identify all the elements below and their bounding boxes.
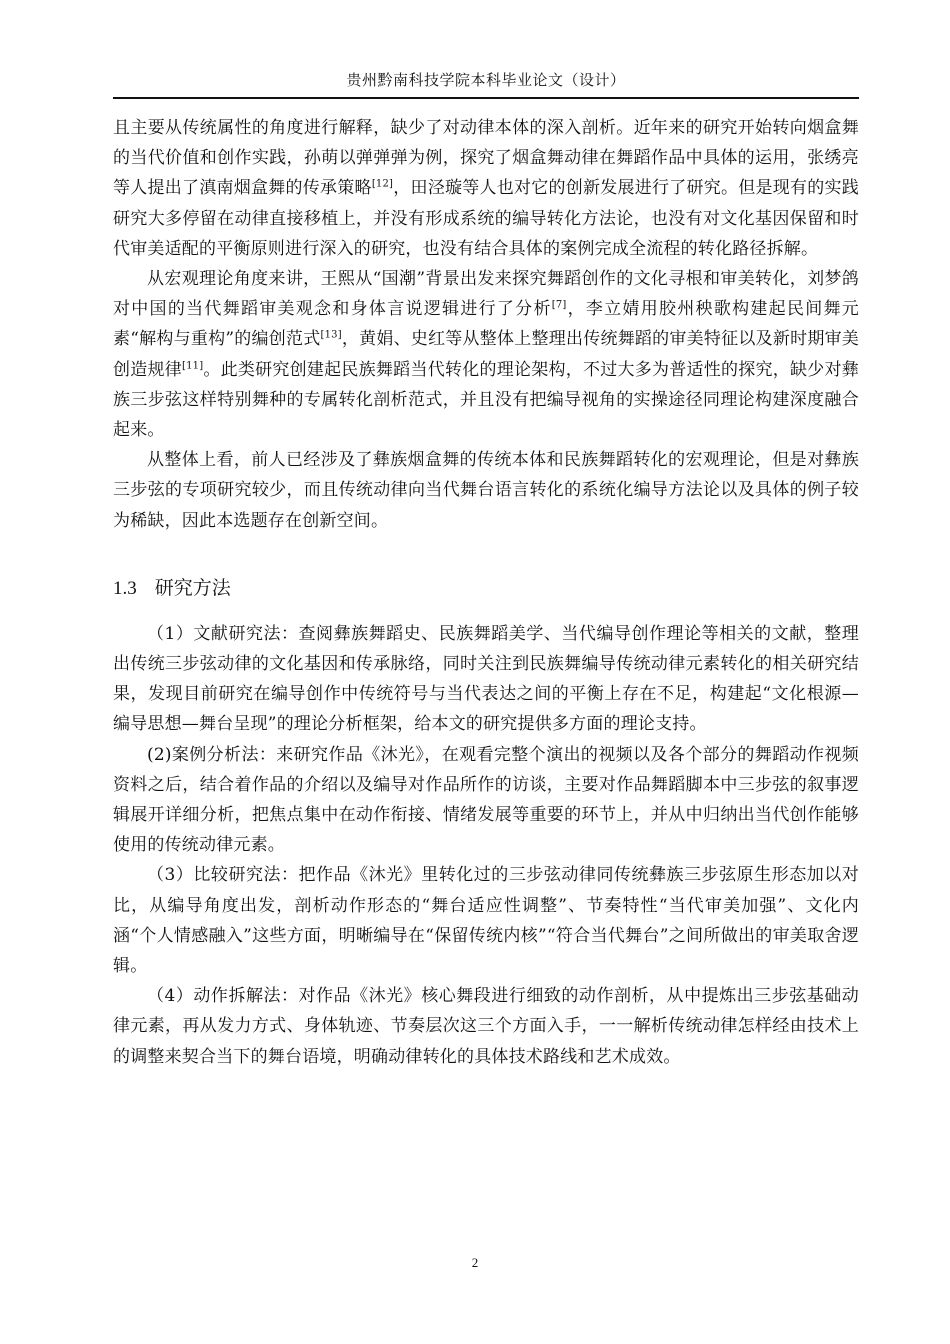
paragraph-2-text-a: 从宏观理论角度来讲，王熙从“国潮”背景出发来探究舞蹈创作的文化寻根和审美转化，刘梦鸽对中国的当代舞蹈审美观念和身体言说逻辑进行了分析 [113,269,859,320]
page-number: 2 [471,1255,479,1270]
section-title: 研究方法 [154,576,231,599]
method-case-analysis: (2)案例分析法：来研究作品《沐光》，在观看完整个演出的视频以及各个部分的舞蹈动作视频资料之后，结合着作品的介绍以及编导对作品所作的访谈，主要对作品舞蹈脚本中三步弦的叙事逻辑展开详细分析，把焦点集中在动作衔接、情绪发展等重要的环节上，并从中归纳出当代创作能够使用的传统动律元素。 [113,744,859,856]
citation-11: [11] [182,359,204,371]
section-heading [113,574,859,603]
paragraph-3: 从整体上看，前人已经涉及了彝族烟盒舞的传统本体和民族舞蹈转化的宏观理论，但是对彝族三步弦的专项研究较少，而且传统动律向当代舞台语言转化的系统化编导方法论以及具体的例子较为稀缺，因此本选题存在创新空间。 [113,450,859,531]
citation-12: [12] [371,178,394,190]
paragraph-1-text-b: ，田泾璇等人也对它的创新发展进行了研究。但是现有的实践研究大多停留在动律直接移植上，并没有形成系统的编导转化方法论，也没有对文化基因保留和时代审美适配的平衡原则进行深入的研究，也没有结合具体的案例完成全流程的转化路径拆解。 [113,178,859,259]
method-literature: （1）文献研究法：查阅彝族舞蹈史、民族舞蹈美学、当代编导创作理论等相关的文献，整理出传统三步弦动律的文化基因和传承脉络，同时关注到民族舞编导传统动律元素转化的相关研究结果，发现目前研究在编导创作中传统符号与当代表达之间的平衡上存在不足，构建起“文化根源—编导思想—舞台呈现”的理论分析框架，给本文的研究提供多方面的理论支持。 [113,623,859,735]
citation-13: [13] [320,329,342,341]
header-rule [113,97,859,99]
paragraph-2-text-d: 。此类研究创建起民族舞蹈当代转化的理论架构，不过大多为普适性的探究，缺少对彝族三步弦这样特别舞种的专属转化剖析范式，并且没有把编导视角的实操途径同理论构建深度融合起来。 [113,359,859,441]
paragraph-2 [113,264,859,445]
section-number: 1.3 [113,577,137,599]
citation-7: [7] [551,299,567,311]
body-text [113,113,859,1072]
paragraph-1 [113,113,859,264]
paragraph-2-text-b: ，李立婧用胶州秧歌构建起民间舞元素“解构与重构”的编创范式 [113,299,859,350]
paragraph-2-text-c: ，黄娟、史红等从整体上整理出传统舞蹈的审美特征以及新时期审美创造规律 [113,329,860,380]
method-comparison: （3）比较研究法：把作品《沐光》里转化过的三步弦动律同传统彝族三步弦原生形态加以对比，从编导角度出发，剖析动作形态的“舞台适应性调整”、节奏特性“当代审美加强”、文化内涵“个人情感融入”这些方面，明晰编导在“保留传统内核”“符合当代舞台”之间所做出的审美取舍逻辑。 [113,865,859,977]
method-movement-breakdown: （4）动作拆解法：对作品《沐光》核心舞段进行细致的动作剖析，从中提炼出三步弦基础动律元素，再从发力方式、身体轨迹、节奏层次这三个方面入手，一一解析传统动律怎样经由技术上的调整来契合当下的舞台语境，明确动律转化的具体技术路线和艺术成效。 [113,986,859,1067]
paragraph-1-text-a: 且主要从传统属性的角度进行解释，缺少了对动律本体的深入剖析。近年来的研究开始转向烟盒舞的当代价值和创作实践，孙萌以弹弹弹为例，探究了烟盒舞动律在舞蹈作品中具体的运用，张绣亮等人提出了滇南烟盒舞的传承策略 [113,118,859,199]
running-header: 贵州黔南科技学院本科毕业论文（设计） [346,71,626,89]
